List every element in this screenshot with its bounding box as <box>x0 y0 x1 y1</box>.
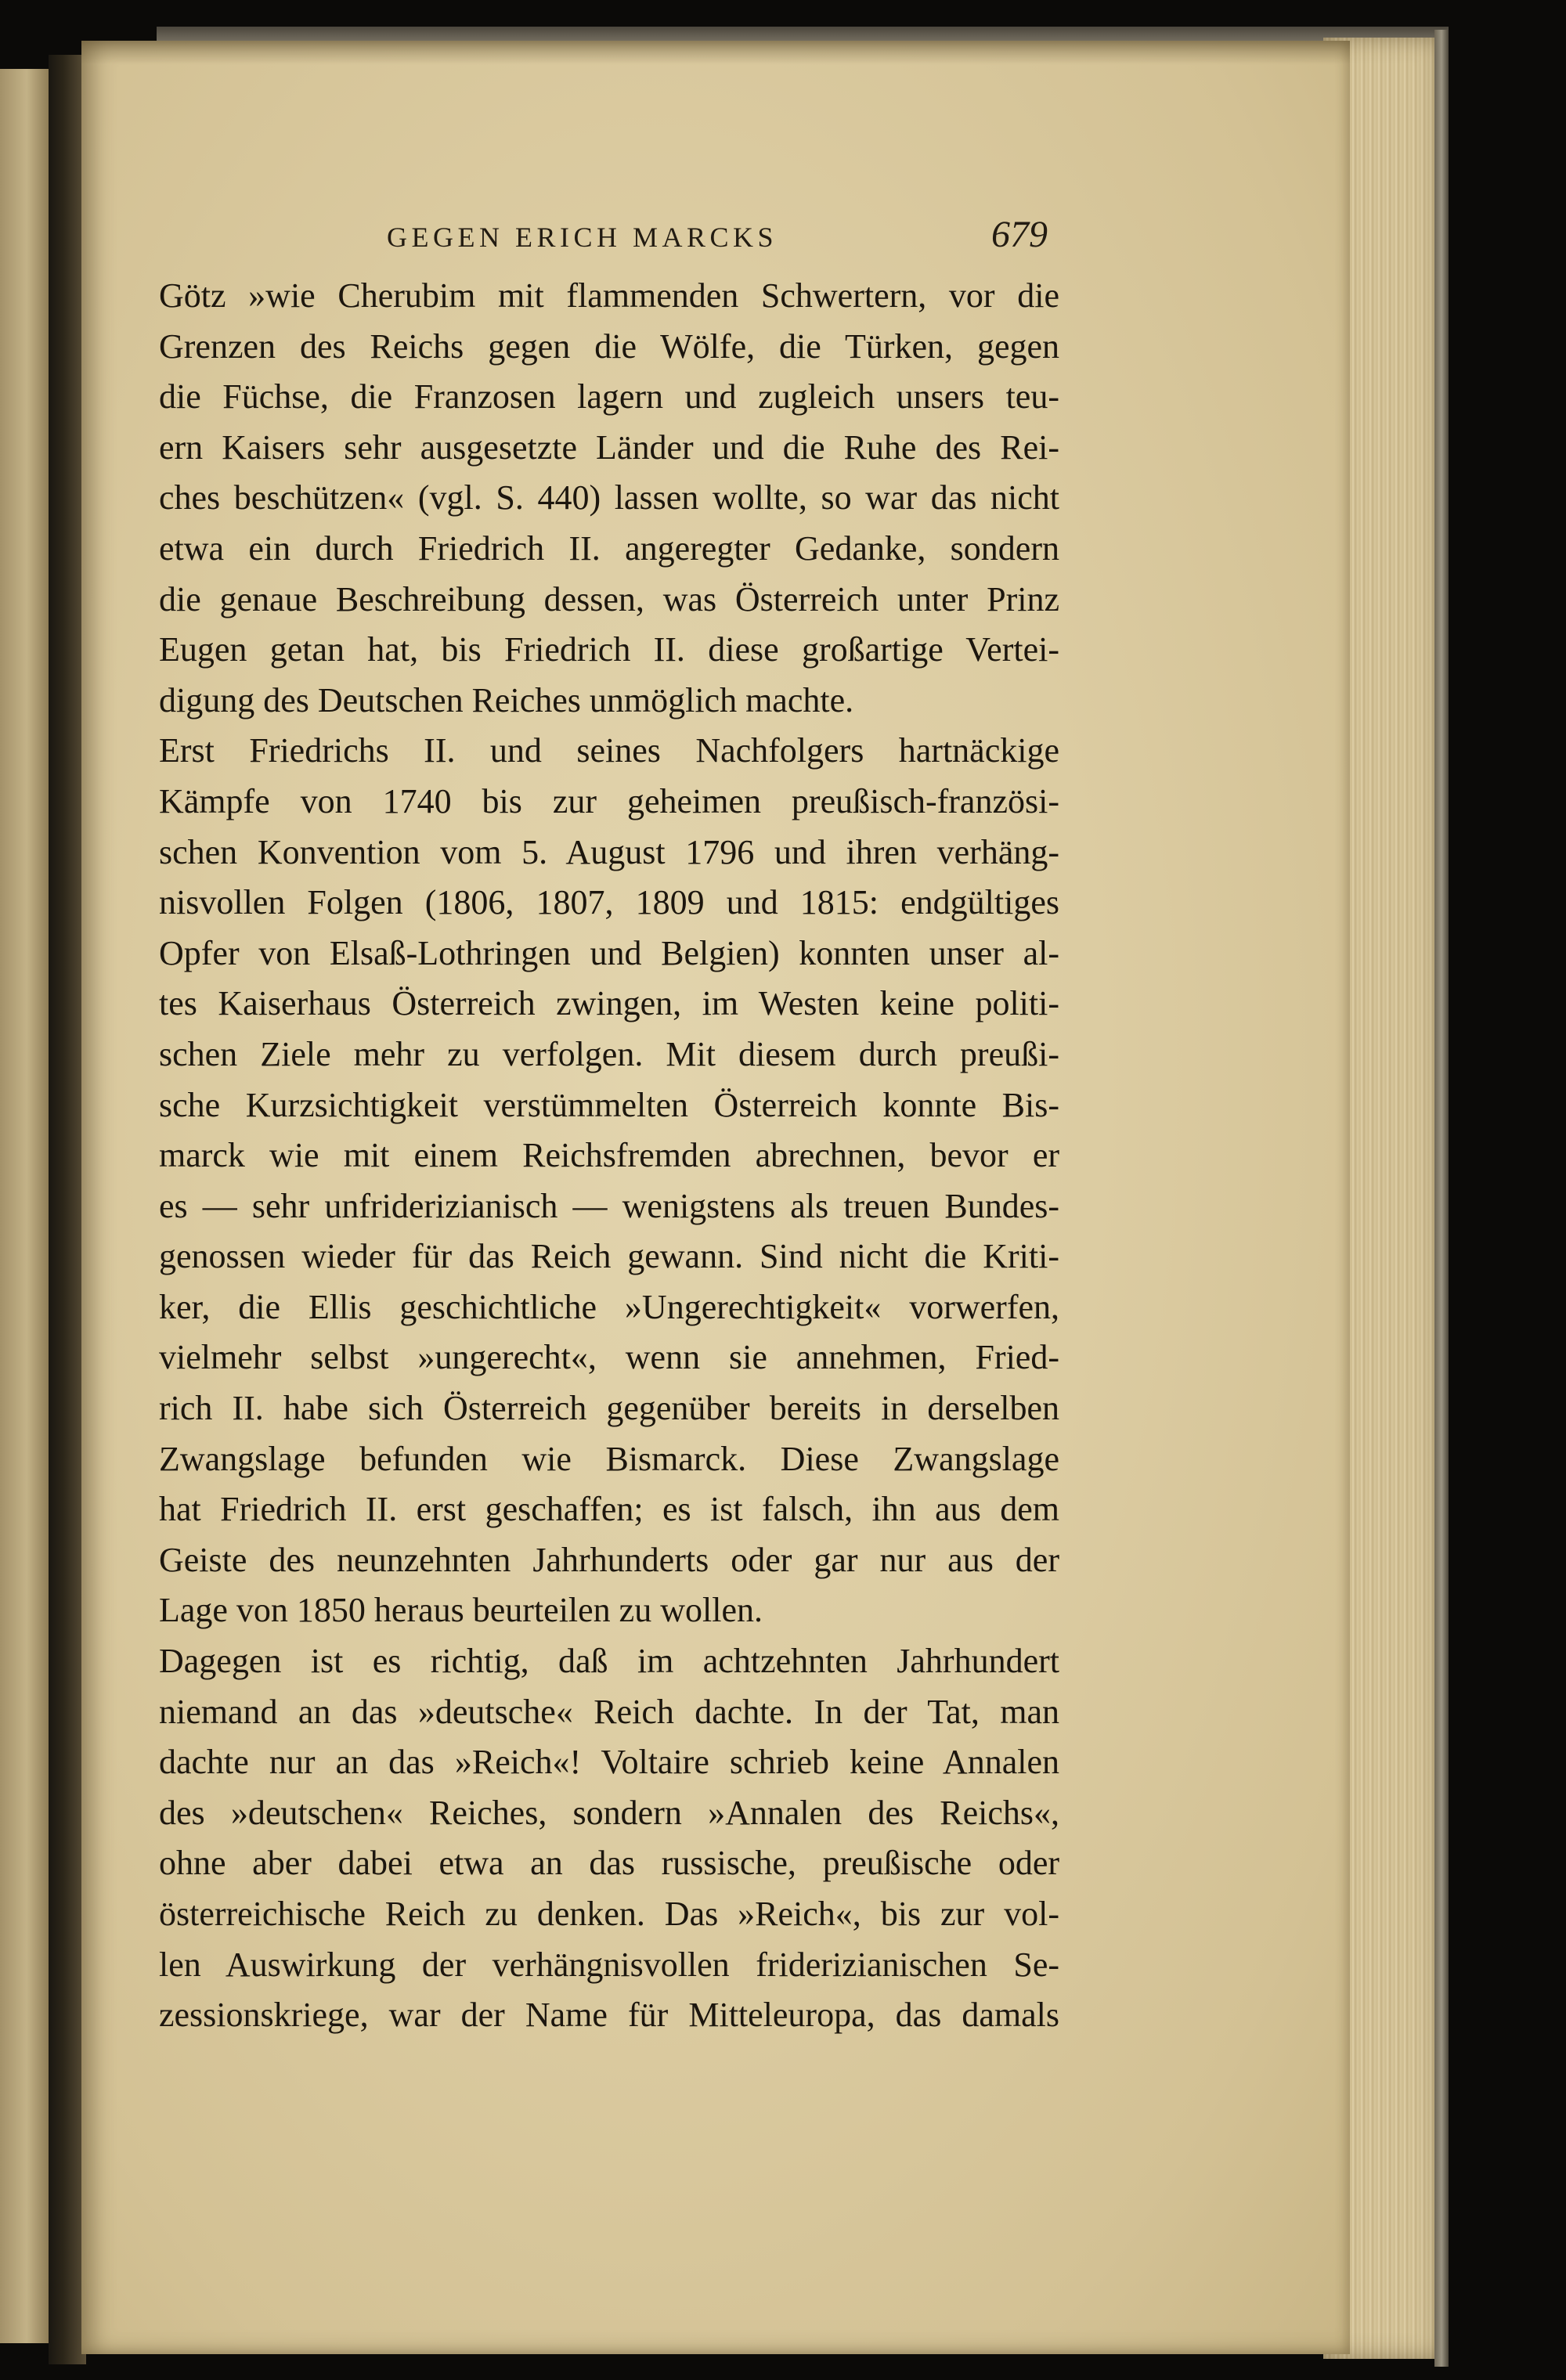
text-line: tes Kaiserhaus Österreich zwingen, im Westen keine politi- <box>159 984 1059 1023</box>
text-line: es — sehr unfriderizianisch — wenigstens als treuen Bundes- <box>159 1186 1059 1225</box>
text-line: dachte nur an das »Reich«! Voltaire schrieb keine Annalen <box>159 1743 1059 1782</box>
paragraph-last-line: Lage von 1850 heraus beurteilen zu wollen. <box>159 1591 763 1630</box>
text-line: die genaue Beschreibung dessen, was Österreich unter Prinz <box>159 579 1059 618</box>
book-cover-side-edge <box>1434 30 1449 2367</box>
text-line: österreichische Reich zu denken. Das »Reich«, bis zur vol- <box>159 1895 1059 1933</box>
page-number: 679 <box>991 214 1048 255</box>
text-line: Eugen getan hat, bis Friedrich II. diese großartige Vertei- <box>159 630 1059 669</box>
text-line: schen Ziele mehr zu verfolgen. Mit diesem durch preußi- <box>159 1034 1059 1073</box>
text-line: Erst Friedrichs II. und seines Nachfolgers hartnäckige <box>159 731 1059 770</box>
text-line: etwa ein durch Friedrich II. angeregter Gedanke, sondern <box>159 528 1059 568</box>
page-top-shadow <box>81 41 1350 64</box>
text-line: sche Kurzsichtigkeit verstümmelten Österreich konnte Bis- <box>159 1085 1059 1124</box>
text-line: hat Friedrich II. erst geschaffen; es ist falsch, ihn aus dem <box>159 1490 1059 1529</box>
running-head: GEGEN ERICH MARCKS <box>387 222 778 253</box>
text-line: ches beschützen« (vgl. S. 440) lassen wollte, so war das nicht <box>159 478 1059 517</box>
body-text <box>159 271 1059 2041</box>
text-line: vielmehr selbst »ungerecht«, wenn sie annehmen, Fried- <box>159 1338 1059 1377</box>
text-line: Zwangslage befunden wie Bismarck. Diese Zwangslage <box>159 1439 1059 1478</box>
text-line: Kämpfe von 1740 bis zur geheimen preußisch-französi- <box>159 781 1059 820</box>
text-line: Dagegen ist es richtig, daß im achtzehnten Jahrhundert <box>159 1642 1059 1681</box>
text-line: ohne aber dabei etwa an das russische, preußische oder <box>159 1844 1059 1883</box>
text-line: rich II. habe sich Österreich gegenüber bereits in derselben <box>159 1389 1059 1428</box>
text-line: genossen wieder für das Reich gewann. Sind nicht die Kriti- <box>159 1237 1059 1276</box>
text-line: schen Konvention vom 5. August 1796 und ihren verhäng- <box>159 832 1059 871</box>
text-line: ker, die Ellis geschichtliche »Ungerechtigkeit« vorwerfen, <box>159 1287 1059 1326</box>
text-line: nisvollen Folgen (1806, 1807, 1809 und 1815: endgültiges <box>159 883 1059 922</box>
text-line: ern Kaisers sehr ausgesetzte Länder und die Ruhe des Rei- <box>159 427 1059 467</box>
text-line: niemand an das »deutsche« Reich dachte. In der Tat, man <box>159 1692 1059 1731</box>
text-line: Geiste des neunzehnten Jahrhunderts oder gar nur aus der <box>159 1540 1059 1579</box>
text-line: zessionskriege, war der Name für Mitteleuropa, das damals <box>159 1996 1059 2035</box>
text-line: Götz »wie Cherubim mit flammenden Schwertern, vor die <box>159 276 1059 315</box>
book-gutter <box>49 55 86 2364</box>
previous-page-edge <box>0 69 49 2343</box>
text-line: Opfer von Elsaß-Lothringen und Belgien) konnten unser al- <box>159 933 1059 972</box>
paragraph-last-line: digung des Deutschen Reiches unmöglich machte. <box>159 680 854 719</box>
text-line: Grenzen des Reichs gegen die Wölfe, die Türken, gegen <box>159 326 1059 366</box>
text-line: marck wie mit einem Reichsfremden abrechnen, bevor er <box>159 1136 1059 1175</box>
text-line: des »deutschen« Reiches, sondern »Annalen des Reichs«, <box>159 1793 1059 1832</box>
text-line: die Füchse, die Franzosen lagern und zugleich unsers teu- <box>159 377 1059 416</box>
text-line: len Auswirkung der verhängnisvollen friderizianischen Se- <box>159 1945 1059 1984</box>
